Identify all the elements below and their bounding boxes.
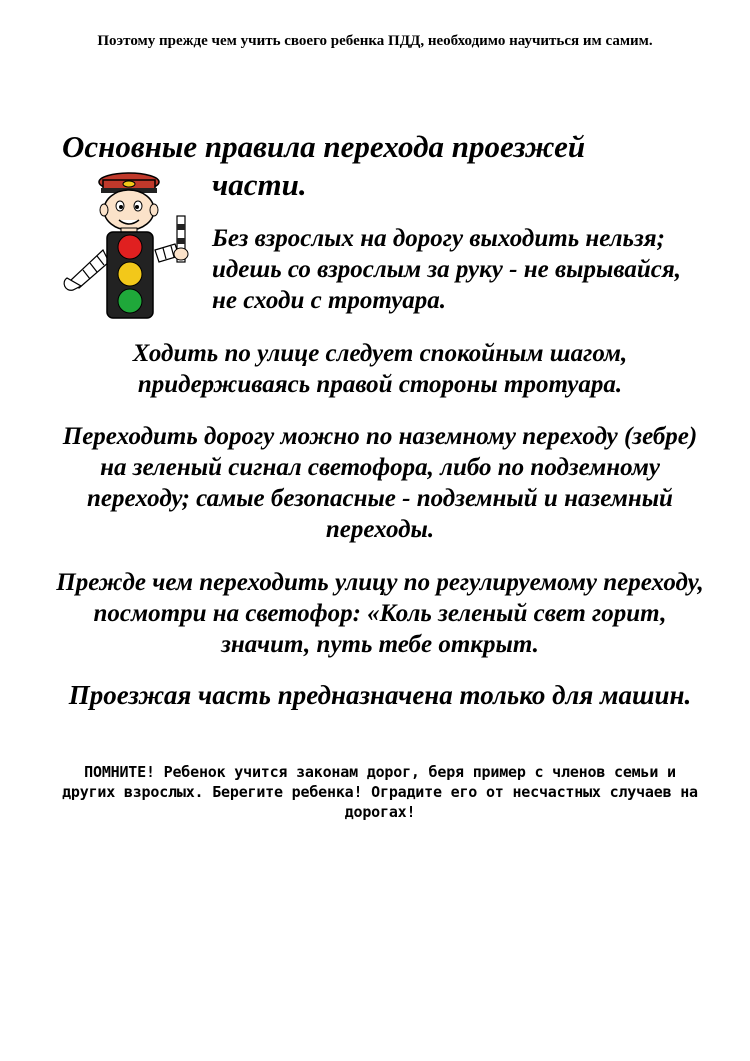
- page-title-line-1: Основные правила перехода проезжей: [62, 129, 586, 164]
- rule-1: Без взрослых на дорогу выходить нельзя; идешь со взрослым за руку - не вырывайся, не сходи с тротуара.: [212, 225, 681, 314]
- warning-text: ПОМНИТЕ! Ребенок учится законам дорог, беря пример с членов семьи и других взрослых. Берегите ребенка! Оградите его от несчастных случаев на дорогах!: [62, 763, 698, 821]
- rule-3: Переходить дорогу можно по наземному переходу (зебре) на зеленый сигнал светофора, либо по подземному переходу; самые безопасные - подземный и наземный переходы.: [62, 423, 698, 543]
- rule-5: Проезжая часть предназначена только для машин.: [68, 680, 692, 710]
- rule-4: Прежде чем переходить улицу по регулируемому переходу, посмотри на светофор: «Коль зеленый свет горит, значит, путь тебе открыт.: [56, 569, 704, 658]
- rule-2: Ходить по улице следует спокойным шагом, придерживаясь правой стороны тротуара.: [132, 340, 628, 398]
- page-title-line-2: части.: [212, 167, 307, 202]
- traffic-light-mascot-icon: [63, 168, 205, 320]
- intro-text: Поэтому прежде чем учить своего ребенка ПДД, необходимо научиться им самим.: [97, 33, 653, 49]
